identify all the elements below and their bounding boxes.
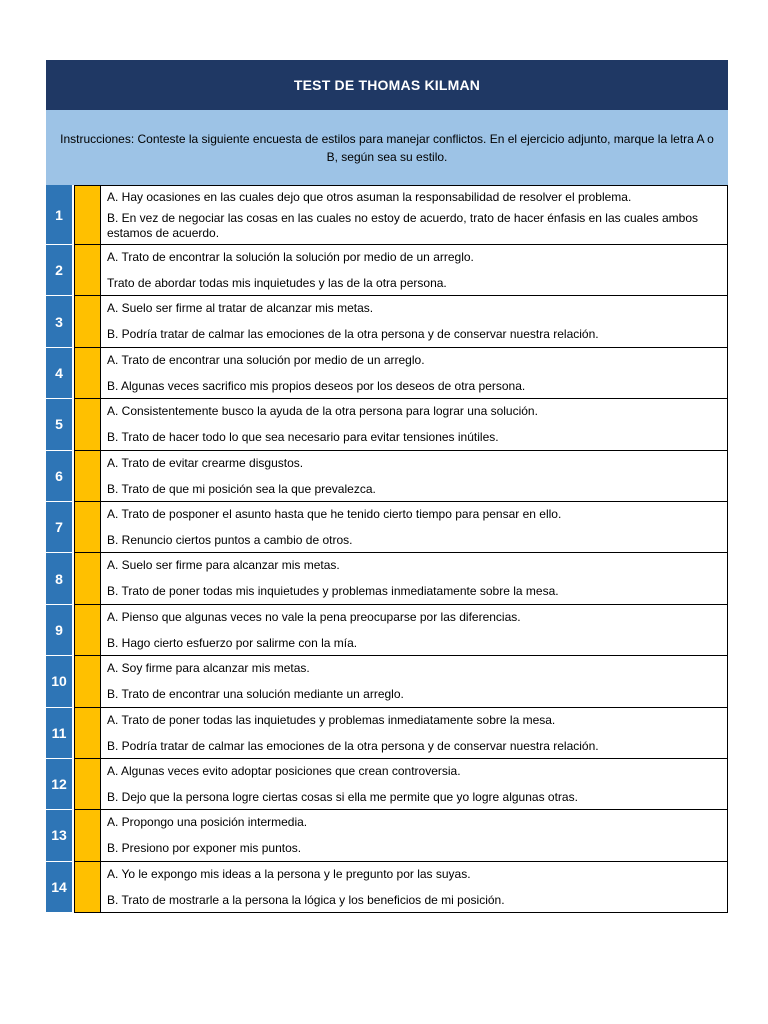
question-row [46,348,728,399]
option-a-text: A. Trato de encontrar una solución por medio de un arreglo. [107,352,425,367]
questions-table [46,185,728,913]
question-row [46,451,728,502]
question-options [100,708,728,759]
question-options [100,656,728,707]
option-a-text: A. Suelo ser firme para alcanzar mis metas. [107,558,340,573]
question-row [46,656,728,707]
question-number: 7 [46,502,72,553]
question-number: 5 [46,399,72,450]
option-b-text: B. Presiono por exponer mis puntos. [107,841,302,856]
answer-cell[interactable] [74,862,100,913]
question-options [100,759,728,810]
question-options [100,245,728,296]
option-b-text: Trato de abordar todas mis inquietudes y las de la otra persona. [107,276,447,290]
answer-cell[interactable] [74,553,100,604]
question-number: 3 [46,296,72,347]
question-number: 9 [46,605,72,656]
option-b-text: B. Trato de mostrarle a la persona la lógica y los beneficios de mi posición. [107,892,505,907]
question-options [100,399,728,450]
question-options [100,348,728,399]
question-row [46,185,728,245]
question-row [46,708,728,759]
question-number: 8 [46,553,72,604]
instructions-box [46,110,728,185]
question-number: 2 [46,245,72,296]
option-b-text: B. Dejo que la persona logre ciertas cosas si ella me permite que yo logre algunas otras. [107,789,578,804]
question-number: 1 [46,185,72,245]
question-options [100,502,728,553]
question-row [46,605,728,656]
option-b-text: B. Podría tratar de calmar las emociones de la otra persona y de conservar nuestra relación. [107,327,599,342]
question-options [100,810,728,861]
answer-cell[interactable] [74,245,100,296]
option-b-text: B. Trato de hacer todo lo que sea necesario para evitar tensiones inútiles. [107,430,499,445]
answer-cell[interactable] [74,502,100,553]
question-options [100,451,728,502]
option-a-text: A. Trato de poner todas las inquietudes y problemas inmediatamente sobre la mesa. [107,712,556,727]
answer-cell[interactable] [74,810,100,861]
question-row [46,759,728,810]
question-row [46,553,728,604]
option-b-text: B. Algunas veces sacrifico mis propios deseos por los deseos de otra persona. [107,378,526,393]
question-number: 4 [46,348,72,399]
option-a-text: A. Soy firme para alcanzar mis metas. [107,661,310,676]
option-b-text: B. Trato de encontrar una solución mediante un arreglo. [107,687,404,702]
option-a-text: A. Algunas veces evito adoptar posiciones que crean controversia. [107,763,461,778]
question-row [46,810,728,861]
kilman-test-sheet [46,60,728,913]
option-b-text: B. Trato de poner todas mis inquietudes y problemas inmediatamente sobre la mesa. [107,584,559,599]
answer-cell[interactable] [74,759,100,810]
question-number: 11 [46,708,72,759]
option-a-text: A. Pienso que algunas veces no vale la pena preocuparse por las diferencias. [107,609,521,624]
option-b-text: B. Trato de que mi posición sea la que prevalezca. [107,481,376,496]
question-row [46,862,728,913]
question-number: 10 [46,656,72,707]
question-number: 12 [46,759,72,810]
option-a-text: A. Trato de posponer el asunto hasta que he tenido cierto tiempo para pensar en ello. [107,506,562,521]
question-options [100,296,728,347]
option-a-text: A. Trato de encontrar la solución la solución por medio de un arreglo. [107,250,474,264]
option-a-text: A. Suelo ser firme al tratar de alcanzar mis metas. [107,301,374,316]
option-a-text: A. Hay ocasiones en las cuales dejo que otros asuman la responsabilidad de resolver el problema. [107,190,632,204]
option-b-text: B. En vez de negociar las cosas en las cuales no estoy de acuerdo, trato de hacer énfasis en las cuales ambos estamos de acuerdo. [107,211,699,240]
page-title: TEST DE THOMAS KILMAN [293,77,481,93]
question-number: 14 [46,862,72,913]
question-row [46,245,728,296]
question-row [46,502,728,553]
answer-cell[interactable] [74,399,100,450]
answer-cell[interactable] [74,348,100,399]
title-bar [46,60,728,110]
question-options [100,185,728,245]
option-b-text: B. Hago cierto esfuerzo por salirme con la mía. [107,635,358,650]
question-number: 13 [46,810,72,861]
answer-cell[interactable] [74,296,100,347]
answer-cell[interactable] [74,656,100,707]
question-row [46,399,728,450]
instructions-text: Instrucciones: Conteste la siguiente encuesta de estilos para manejar conflictos. En el ejercicio adjunto, marque la letra A o B, según sea su estilo. [60,131,714,164]
option-a-text: A. Propongo una posición intermedia. [107,815,308,830]
option-a-text: A. Consistentemente busco la ayuda de la otra persona para lograr una solución. [107,404,538,419]
answer-cell[interactable] [74,185,100,245]
option-a-text: A. Yo le expongo mis ideas a la persona y le pregunto por las suyas. [107,866,471,881]
option-a-text: A. Trato de evitar crearme disgustos. [107,455,304,470]
answer-cell[interactable] [74,708,100,759]
answer-cell[interactable] [74,451,100,502]
question-number: 6 [46,451,72,502]
question-row [46,296,728,347]
answer-cell[interactable] [74,605,100,656]
option-b-text: B. Renuncio ciertos puntos a cambio de otros. [107,532,353,547]
question-options [100,862,728,913]
question-options [100,605,728,656]
question-options [100,553,728,604]
option-b-text: B. Podría tratar de calmar las emociones de la otra persona y de conservar nuestra relación. [107,738,599,753]
